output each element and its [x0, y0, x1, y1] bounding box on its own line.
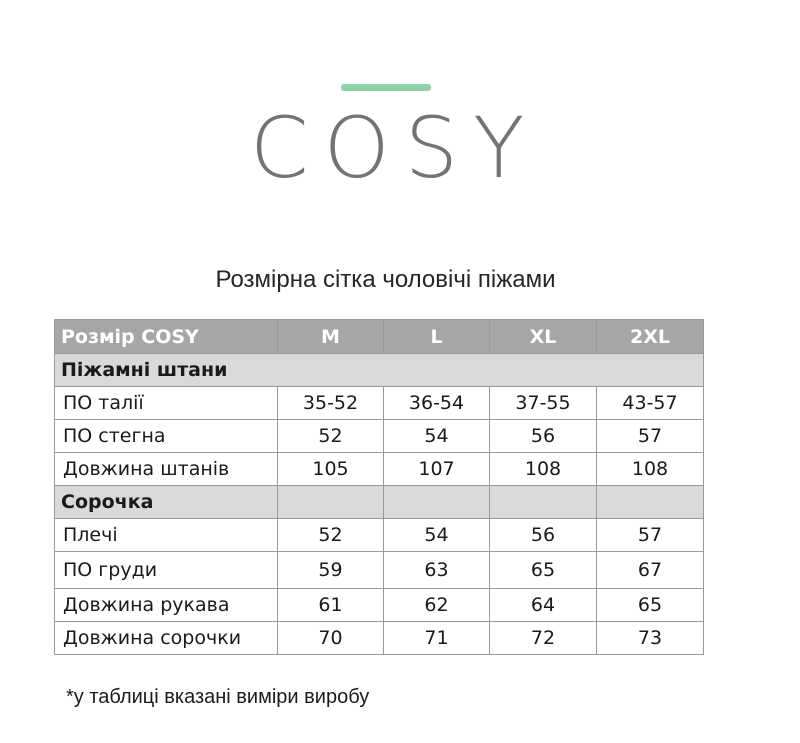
section-cell: [490, 486, 597, 519]
size-chart-table: [54, 319, 704, 655]
table-cell: 54: [384, 519, 490, 552]
section-cell: [597, 486, 704, 519]
header-size-l: L: [384, 320, 490, 354]
row-label: Довжина штанів: [55, 453, 278, 486]
table-row: [55, 453, 704, 486]
table-cell: 37-55: [490, 387, 597, 420]
row-label: Плечі: [55, 519, 278, 552]
table-cell: 57: [597, 420, 704, 453]
table-cell: 70: [278, 622, 384, 655]
row-label: ПО груди: [55, 552, 278, 589]
table-cell: 65: [597, 589, 704, 622]
table-cell: 54: [384, 420, 490, 453]
table-cell: 59: [278, 552, 384, 589]
table-row: [55, 622, 704, 655]
table-header-row: [55, 320, 704, 354]
table-cell: 43-57: [597, 387, 704, 420]
table-row: [55, 519, 704, 552]
table-cell: 56: [490, 420, 597, 453]
table-cell: 35-52: [278, 387, 384, 420]
table-cell: 52: [278, 420, 384, 453]
section-title: Піжамні штани: [55, 354, 704, 387]
page-title: Розмірна сітка чоловічі піжами: [215, 266, 556, 293]
table-cell: 57: [597, 519, 704, 552]
brand-logo: [0, 0, 800, 200]
logo-accent-bar: [341, 84, 431, 91]
table-cell: 62: [384, 589, 490, 622]
table-row: [55, 589, 704, 622]
header-size-label: Розмір COSY: [55, 320, 278, 354]
table-cell: 67: [597, 552, 704, 589]
table-cell: 36-54: [384, 387, 490, 420]
section-row-pants: [55, 354, 704, 387]
table-row: [55, 552, 704, 589]
table-cell: 61: [278, 589, 384, 622]
row-label: ПО талії: [55, 387, 278, 420]
table-row: [55, 420, 704, 453]
table-cell: 105: [278, 453, 384, 486]
header-size-xl: XL: [490, 320, 597, 354]
footnote: *у таблиці вказані виміри виробу: [66, 686, 370, 708]
section-cell: [384, 486, 490, 519]
table-cell: 56: [490, 519, 597, 552]
section-row-shirt: [55, 486, 704, 519]
table-cell: 108: [490, 453, 597, 486]
logo-text: COSY: [250, 99, 540, 197]
table-cell: 73: [597, 622, 704, 655]
table-cell: 72: [490, 622, 597, 655]
row-label: ПО стегна: [55, 420, 278, 453]
table-cell: 52: [278, 519, 384, 552]
row-label: Довжина рукава: [55, 589, 278, 622]
table-cell: 108: [597, 453, 704, 486]
table-cell: 64: [490, 589, 597, 622]
table-cell: 107: [384, 453, 490, 486]
header-size-2xl: 2XL: [597, 320, 704, 354]
table-cell: 71: [384, 622, 490, 655]
row-label: Довжина сорочки: [55, 622, 278, 655]
table-cell: 63: [384, 552, 490, 589]
table-cell: 65: [490, 552, 597, 589]
section-title: Сорочка: [55, 486, 278, 519]
section-cell: [278, 486, 384, 519]
header-size-m: M: [278, 320, 384, 354]
table-row: [55, 387, 704, 420]
